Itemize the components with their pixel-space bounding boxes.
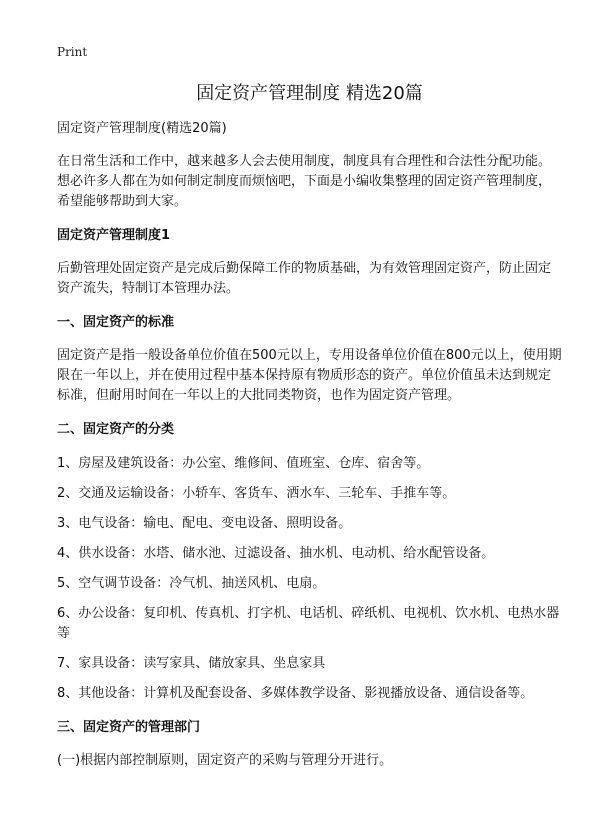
list-item: 1、房屋及建筑设备：办公室、维修间、值班室、仓库、宿舍等。: [57, 456, 430, 471]
document-subtitle: 固定资产管理制度(精选20篇): [57, 121, 227, 136]
print-link[interactable]: Print: [57, 45, 88, 59]
list-item: 2、交通及运输设备：小轿车、客货车、洒水车、三轮车、手推车等。: [57, 486, 456, 501]
part1-heading: 一、固定资产的标准: [57, 315, 175, 330]
part1-paragraph: 固定资产是指一般设备单位价值在500元以上，专用设备单位价值在800元以上，使用期限在一年以上，并在使用过程中基本保持原有物质形态的资产。单位价值虽未达到规定标准，但耐用时间在一年以上的大批同类物资，也作为固定资产管理。: [57, 348, 562, 403]
section-title: 固定资产管理制度1: [57, 228, 171, 243]
list-item: 3、电气设备：输电、配电、变电设备、照明设备。: [57, 516, 352, 531]
section-intro-paragraph: 后勤管理处固定资产是完成后勤保障工作的物质基础，为有效管理固定资产，防止固定资产流失，特制订本管理办法。: [57, 261, 552, 296]
part2-heading: 二、固定资产的分类: [57, 422, 175, 437]
list-item: 8、其他设备：计算机及配套设备、多媒体教学设备、影视播放设备、通信设备等。: [57, 686, 534, 701]
part3-heading: 三、固定资产的管理部门: [57, 720, 201, 735]
part3-paragraph: (一)根据内部控制原则，固定资产的采购与管理分开进行。: [57, 753, 393, 768]
list-item: 4、供水设备：水塔、储水池、过滤设备、抽水机、电动机、给水配管设备。: [57, 546, 495, 561]
list-item: 7、家具设备：读写家具、储放家具、坐息家具: [57, 656, 326, 671]
list-item: 6、办公设备：复印机、传真机、打字机、电话机、碎纸机、电视机、饮水机、电热水器等: [57, 606, 560, 641]
list-item: 5、空气调节设备：冷气机、抽送风机、电扇。: [57, 576, 326, 591]
intro-paragraph: 在日常生活和工作中，越来越多人会去使用制度，制度具有合理性和合法性分配功能。想必许多人都在为如何制定制度而烦恼吧，下面是小编收集整理的固定资产管理制度，希望能够帮助到大家。: [57, 154, 552, 209]
category-list: [57, 454, 562, 704]
document-title: 固定资产管理制度 精选20篇: [196, 83, 423, 104]
